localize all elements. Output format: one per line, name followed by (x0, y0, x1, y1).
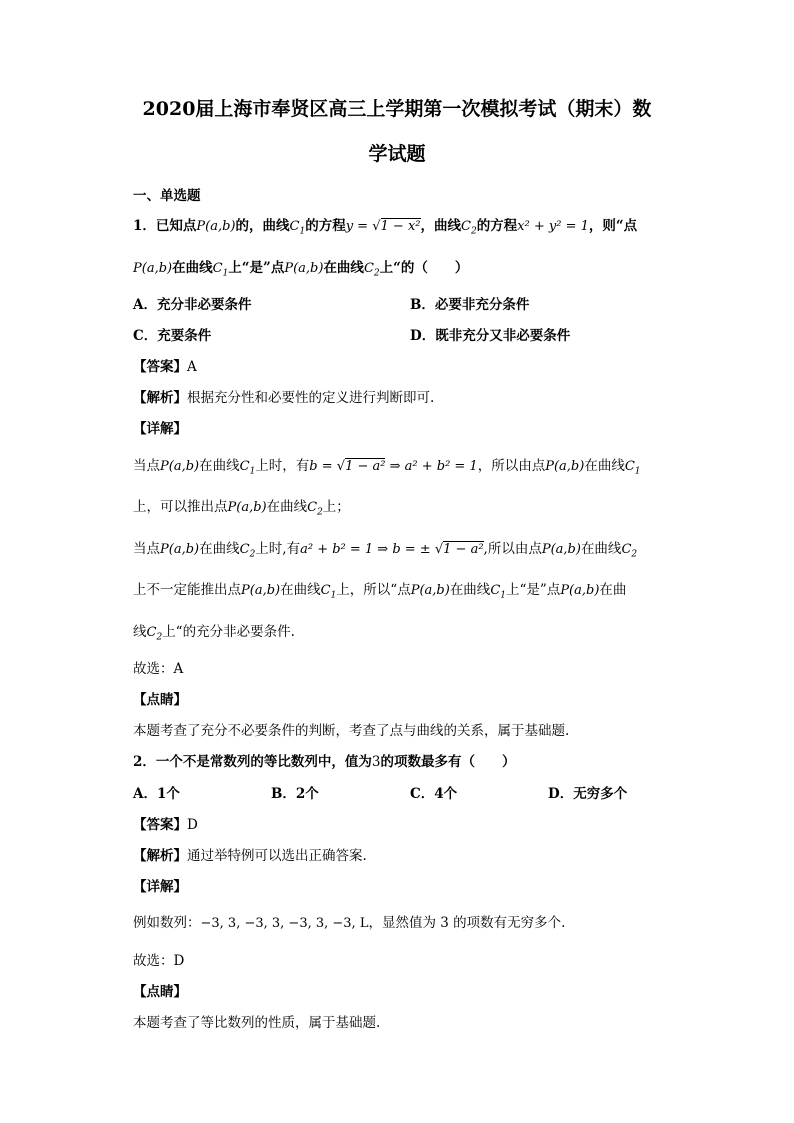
curve-c2: $C_2$ (461, 219, 477, 237)
q1-answer: 【答案】A (133, 359, 197, 375)
q1-comment-heading: 【点睛】 (133, 692, 187, 708)
q1-comment: 本题考查了充分不必要条件的判断，考查了点与曲线的关系，属于基础题. (133, 723, 570, 739)
q1-text: 已知点 (155, 218, 197, 234)
q2-analysis: 【解析】通过举特例可以选出正确答案. (133, 848, 367, 864)
q1-detail-line-1: 当点P(a,b)在曲线$C_1$上时，有b = √1 − a² ⇒ a² + b² = 1，所以由点P(a,b)在曲线$C_1$ (133, 458, 641, 477)
example-sequence: −3, 3, −3, 3, −3, 3, −3, L (200, 916, 369, 931)
q1-choice: 故选：A (133, 661, 184, 677)
q2-comment: 本题考查了等比数列的性质，属于基础题. (133, 1015, 381, 1031)
equation-c1: y = √1 − x² (345, 219, 421, 234)
q2-detail-line-1: 例如数列：−3, 3, −3, 3, −3, 3, −3, L，显然值为 3 的项数有无穷多个. (133, 915, 566, 931)
q1-text: ，则“点 (588, 218, 638, 234)
q1-stem-line-1 (133, 216, 637, 242)
q2-option-d: D．无穷多个 (548, 786, 628, 802)
q2-option-c: C．4个 (410, 786, 458, 802)
q1-text: 的方程 (476, 218, 518, 234)
q2-answer: 【答案】D (133, 817, 198, 833)
curve-c1: $C_1$ (212, 261, 229, 279)
q2-stem: 2．一个不是常数列的等比数列中，值为3的项数最多有（ ） (133, 754, 516, 770)
q1-detail-line-4: 上不一定能推出点P(a,b)在曲线$C_1$上，所以“点P(a,b)在曲线$C_1$上“是”点P(a,b)在曲 (133, 582, 627, 601)
q1-text: 的，曲线 (235, 218, 290, 234)
q2-option-a: A．1个 (133, 786, 180, 802)
q1-detail-line-5: 线$C_2$上“的充分非必要条件. (133, 624, 295, 643)
q1-detail-line-3: 当点P(a,b)在曲线$C_2$上时,有a² + b² = 1 ⇒ b = ± √1 − a²,所以由点P(a,b)在曲线$C_2$ (133, 541, 638, 560)
q2-choice: 故选：D (133, 953, 185, 969)
curve-c1: $C_1$ (289, 219, 306, 237)
detail-equation-2: a² + b² = 1 ⇒ b = ± √1 − a² (300, 542, 484, 557)
q1-text: 的方程 (305, 218, 346, 234)
point-p: P(a,b) (133, 261, 173, 276)
q1-detail-heading: 【详解】 (133, 421, 187, 437)
q1-text: ，曲线 (420, 218, 461, 234)
document-title-line-2: 学试题 (368, 143, 426, 165)
q1-option-b: B．必要非充分条件 (410, 297, 530, 313)
q2-option-b: B．2个 (271, 786, 319, 802)
q2-comment-heading: 【点睛】 (133, 984, 187, 1000)
q1-stem-line-2: P(a,b)在曲线$C_1$上“是”点P(a,b)在曲线$C_2$上“的（ ） (133, 260, 469, 279)
equation-c2: x² + y² = 1 (517, 219, 589, 234)
q2-detail-heading: 【详解】 (133, 879, 187, 895)
point-p: P(a,b) (284, 261, 324, 276)
point-p: P(a,b) (196, 219, 236, 234)
q1-option-c: C．充要条件 (133, 328, 212, 344)
q1-analysis: 【解析】根据充分性和必要性的定义进行判断即可. (133, 390, 435, 406)
section-heading: 一、单选题 (133, 188, 201, 204)
q1-option-d: D．既非充分又非必要条件 (410, 328, 571, 344)
q1-number: 1． (133, 218, 156, 234)
curve-c2: $C_2$ (363, 261, 380, 279)
q1-option-a: A．充分非必要条件 (133, 297, 252, 313)
detail-equation-1: b = √1 − a² ⇒ a² + b² = 1 (309, 459, 478, 474)
q1-detail-line-2: 上，可以推出点P(a,b)在曲线$C_2$上； (133, 499, 350, 518)
q2-number: 2． (133, 754, 156, 770)
document-title-line-1: 2020届上海市奉贤区高三上学期第一次模拟考试（期末）数 (142, 98, 652, 120)
